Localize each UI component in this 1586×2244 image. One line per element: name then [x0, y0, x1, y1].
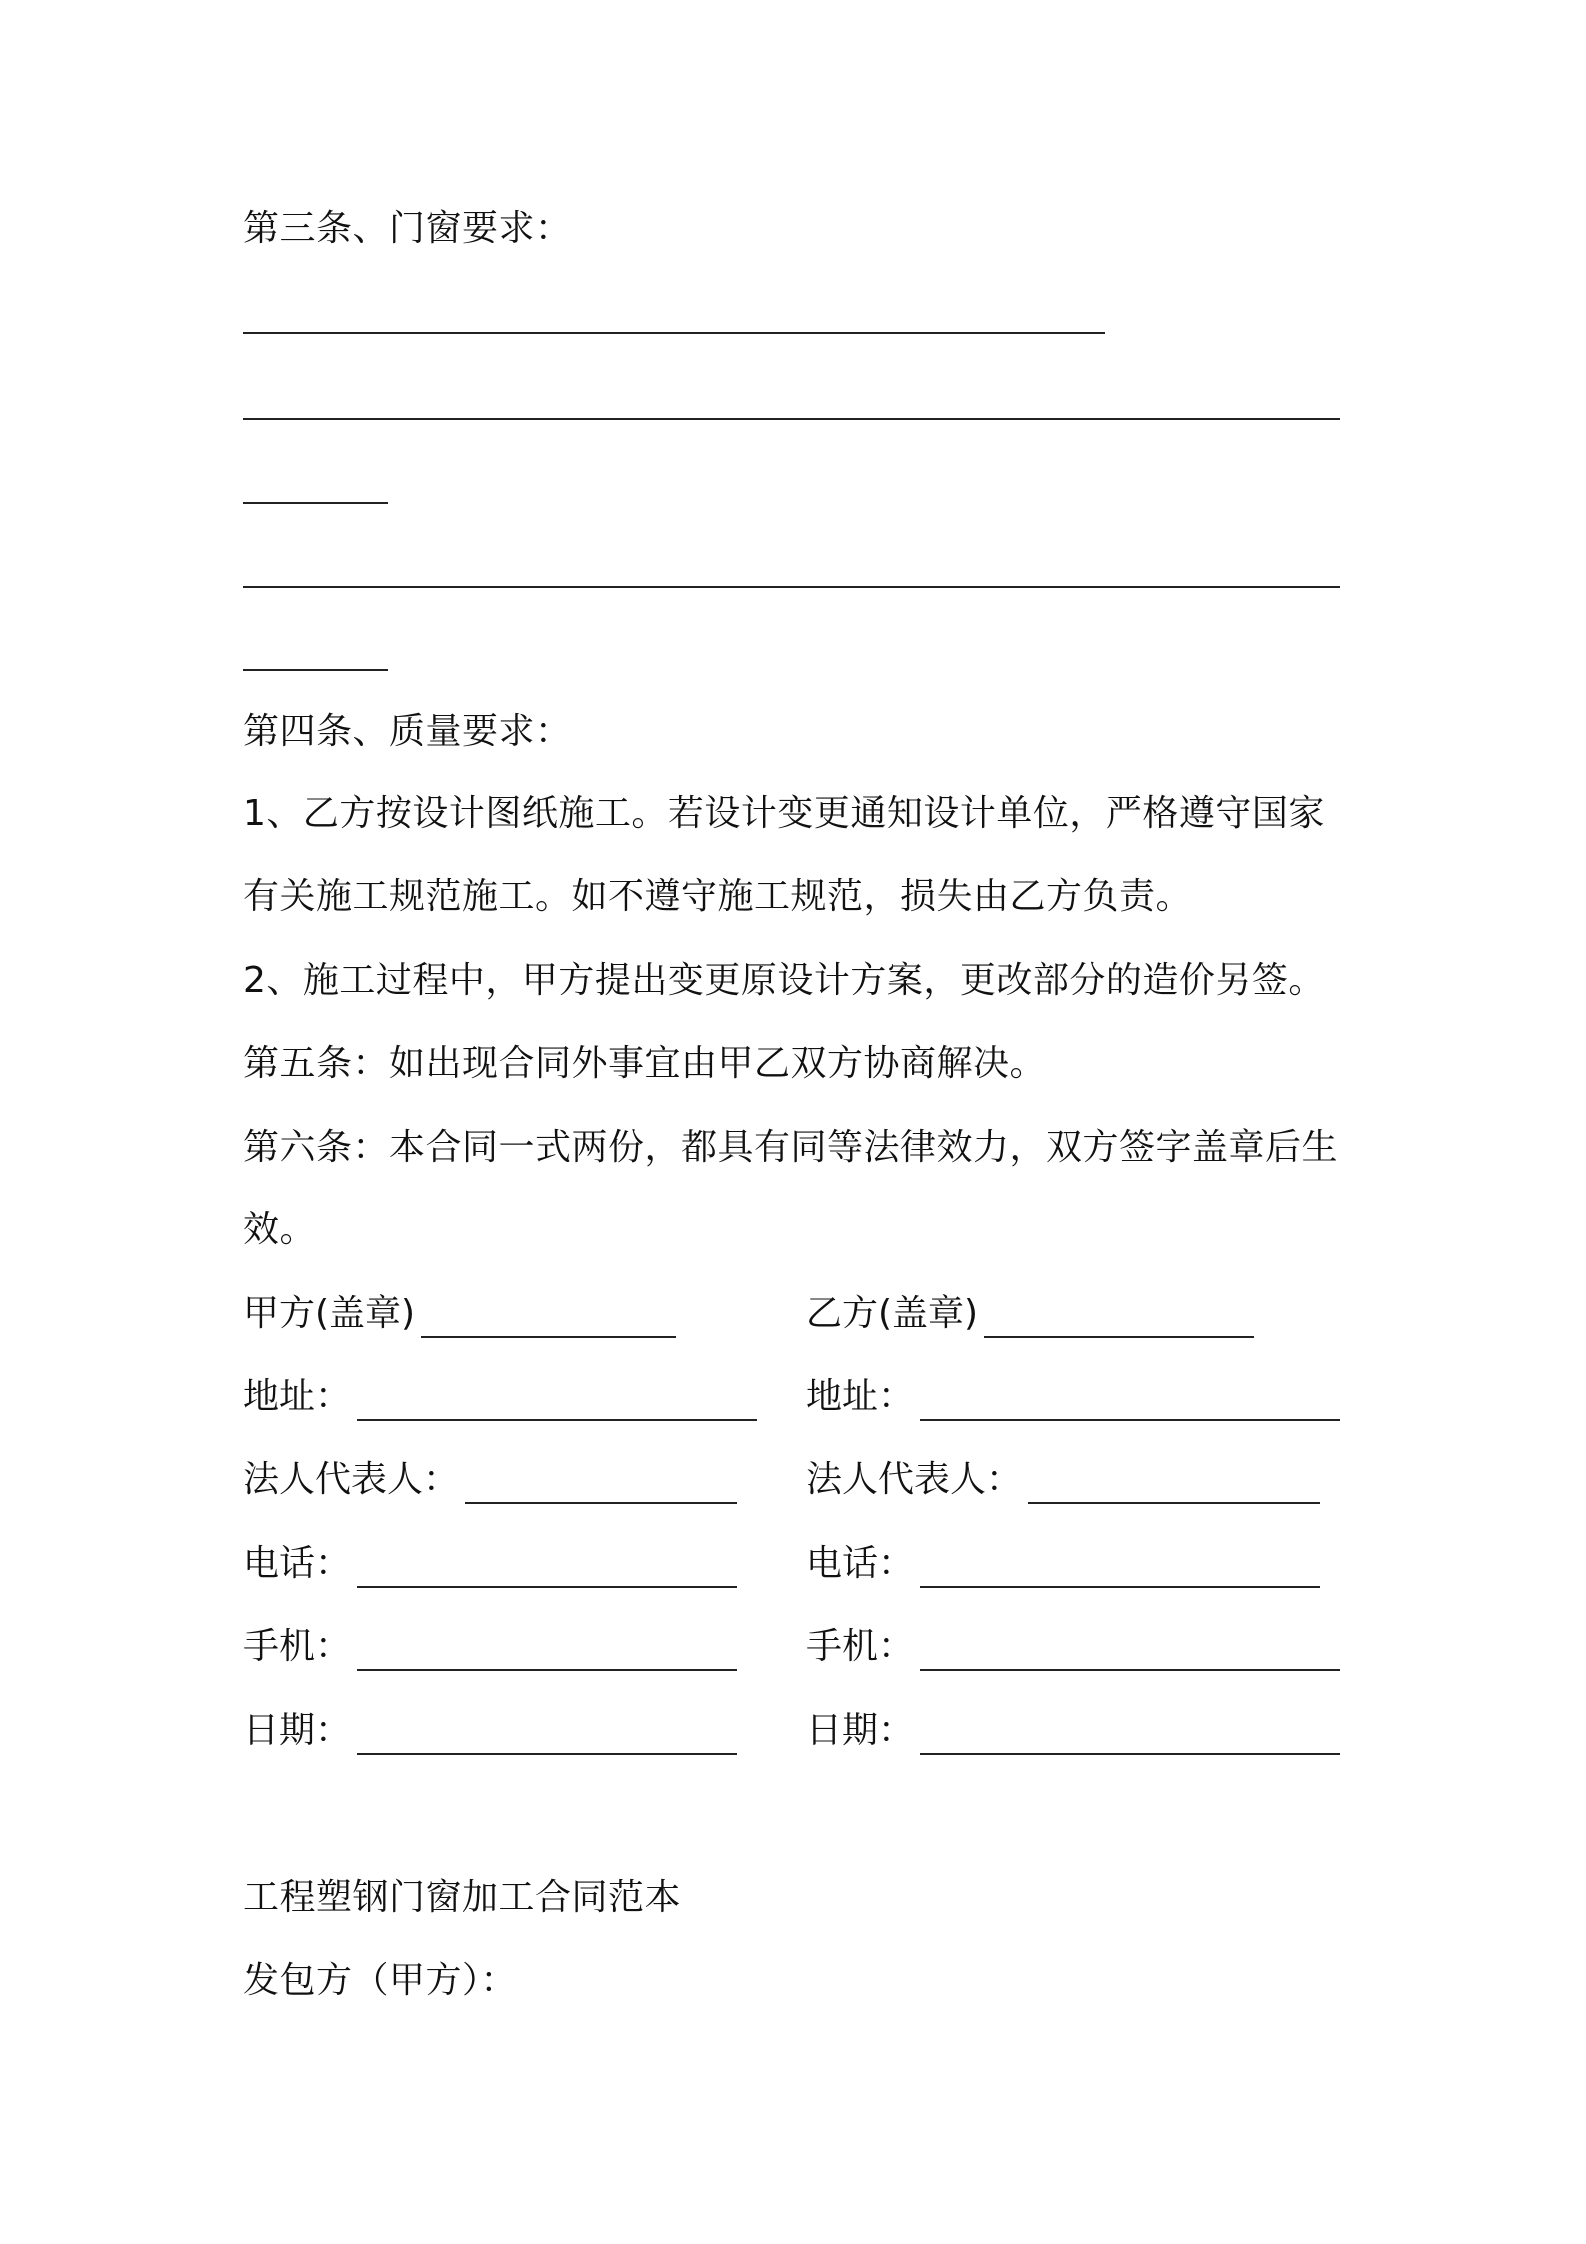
employer-party-a-label: 发包方（甲方）：	[243, 1960, 518, 2001]
article-3-heading: 第三条、门窗要求：	[243, 208, 572, 249]
party-b-mobile-label: 手机：	[806, 1626, 915, 1667]
party-b-seal-row	[806, 1290, 1254, 1338]
party-b-address-label: 地址：	[806, 1376, 915, 1417]
party-a-mobile-label: 手机：	[243, 1626, 352, 1667]
party-a-mobile-blank	[357, 1631, 737, 1671]
party-b-address-row	[806, 1373, 1340, 1421]
article-6-line-1: 第六条：本合同一式两份，都具有同等法律效力，双方签字盖章后生	[243, 1127, 1339, 1168]
party-a-mobile-row	[243, 1623, 737, 1671]
party-b-phone-blank	[920, 1548, 1320, 1588]
article-4-heading: 第四条、质量要求：	[243, 711, 572, 752]
party-a-date-row	[243, 1707, 737, 1755]
party-b-date-row	[806, 1707, 1340, 1755]
blank-line	[243, 586, 1340, 588]
party-b-seal-blank	[984, 1298, 1254, 1338]
party-b-legal-rep-row	[806, 1456, 1320, 1504]
blank-line	[243, 332, 1105, 334]
article-6-line-2: 效。	[243, 1209, 317, 1250]
party-b-date-label: 日期：	[806, 1710, 915, 1751]
party-b-legal-rep-label: 法人代表人：	[806, 1459, 1023, 1500]
party-b-mobile-blank	[920, 1631, 1340, 1671]
party-a-phone-row	[243, 1540, 737, 1588]
party-b-address-blank	[920, 1381, 1340, 1421]
party-b-mobile-row	[806, 1623, 1340, 1671]
article-4-clause-2: 2、施工过程中，甲方提出变更原设计方案，更改部分的造价另签。	[243, 960, 1325, 1001]
party-b-seal-label: 乙方(盖章)	[806, 1293, 979, 1334]
article-4-clause-1-line-2: 有关施工规范施工。如不遵守施工规范，损失由乙方负责。	[243, 876, 1193, 917]
party-a-legal-rep-label: 法人代表人：	[243, 1459, 460, 1500]
party-a-phone-blank	[357, 1548, 737, 1588]
party-b-phone-label: 电话：	[806, 1543, 915, 1584]
article-4-clause-1-line-1: 1、乙方按设计图纸施工。若设计变更通知设计单位，严格遵守国家	[243, 793, 1325, 834]
party-a-address-row	[243, 1373, 757, 1421]
blank-line	[243, 669, 388, 671]
party-a-address-label: 地址：	[243, 1376, 352, 1417]
party-a-seal-blank	[421, 1298, 676, 1338]
blank-line	[243, 418, 1340, 420]
party-a-seal-row	[243, 1290, 676, 1338]
article-5: 第五条：如出现合同外事宜由甲乙双方协商解决。	[243, 1043, 1047, 1084]
party-b-phone-row	[806, 1540, 1320, 1588]
party-a-date-blank	[357, 1715, 737, 1755]
party-a-seal-label: 甲方(盖章)	[243, 1293, 416, 1334]
contract-title: 工程塑钢门窗加工合同范本	[243, 1877, 682, 1918]
party-b-date-blank	[920, 1715, 1340, 1755]
party-a-address-blank	[357, 1381, 757, 1421]
blank-line	[243, 502, 388, 504]
party-a-date-label: 日期：	[243, 1710, 352, 1751]
party-b-legal-rep-blank	[1028, 1464, 1320, 1504]
party-a-phone-label: 电话：	[243, 1543, 352, 1584]
party-a-legal-rep-blank	[465, 1464, 737, 1504]
party-a-legal-rep-row	[243, 1456, 737, 1504]
